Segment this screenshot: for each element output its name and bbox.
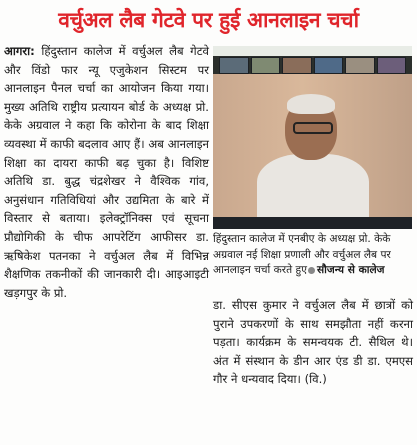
article-column-right: [213, 296, 413, 389]
participant-thumbnail: [377, 57, 407, 74]
speaker-body: [257, 154, 369, 224]
news-photo: [213, 46, 412, 229]
participant-thumbnails: [219, 57, 406, 74]
speaker-glasses: [293, 122, 333, 134]
video-call-toolbar: [213, 46, 412, 56]
article-body-left: [4, 42, 209, 302]
photo-credit: सौजन्य से कालेज: [317, 264, 385, 276]
photo-caption: [213, 232, 412, 279]
participant-thumbnail: [251, 57, 281, 74]
participant-thumbnail: [219, 57, 249, 74]
dateline: आगरा:: [4, 44, 35, 58]
speaker-hair: [287, 94, 335, 114]
video-call-controls-bar: [213, 217, 412, 229]
article-body-right: डा. सीएस कुमार ने वर्चुअल लैब में छात्रों को पुराने उपकरणों के साथ समझौता नहीं करना पड़ता। कार्यक्रम के समन्वयक टी. सैथिल थे। अंत में संस्थान के डीन आर एंड डी डा. एमएस गौर ने धन्यवाद दिया। (वि.): [213, 298, 413, 387]
headline: वर्चुअल लैब गेटवे पर हुई आनलाइन चर्चा: [58, 8, 359, 32]
participant-thumbnail: [314, 57, 344, 74]
body-text-left: हिंदुस्तान कालेज में वर्चुअल लैब गेटवे और विंडो फार न्यू एजुकेशन सिस्टम पर आनलाइन पैनल चर्चा का आयोजन किया गया। मुख्य अतिथि राष्ट्रीय प्रत्यायन बोर्ड के अध्यक्ष प्रो. केके अग्रवाल ने कहा कि कोरोना के बाद शिक्षा व्यवस्था में काफी बदलाव आए हैं। अब आनलाइन शिक्षा का दायरा काफी बढ़ चुका है। विशिष्ट अतिथि डा. बुद्ध चंद्रशेखर ने वैश्विक गांव, अनुसंधान गतिविधियां और उद्यमिता के बारे में विस्तार से बताया। इलेक्ट्रॉनिक्स एवं सूचना प्रौद्योगिकी के चीफ आपरेटिंग आफीसर डा. ऋषिकेश पतनका ने वर्चुअल लैब में विभिन्न शैक्षणिक तकनीकों की जानकारी दी। आइआइटी खड़गपुर के प्रो.: [4, 44, 209, 300]
article-column-left: [4, 42, 209, 302]
caption-text: हिंदुस्तान कालेज में एनबीए के अध्यक्ष प्रो. केके अग्रवाल नई शिक्षा प्रणाली और वर्चुअल लैब पर आनलाइन चर्चा करते हुए: [213, 233, 391, 276]
participant-thumbnail: [282, 57, 312, 74]
participant-thumbnail: [345, 57, 375, 74]
credit-bullet-icon: [308, 267, 315, 274]
